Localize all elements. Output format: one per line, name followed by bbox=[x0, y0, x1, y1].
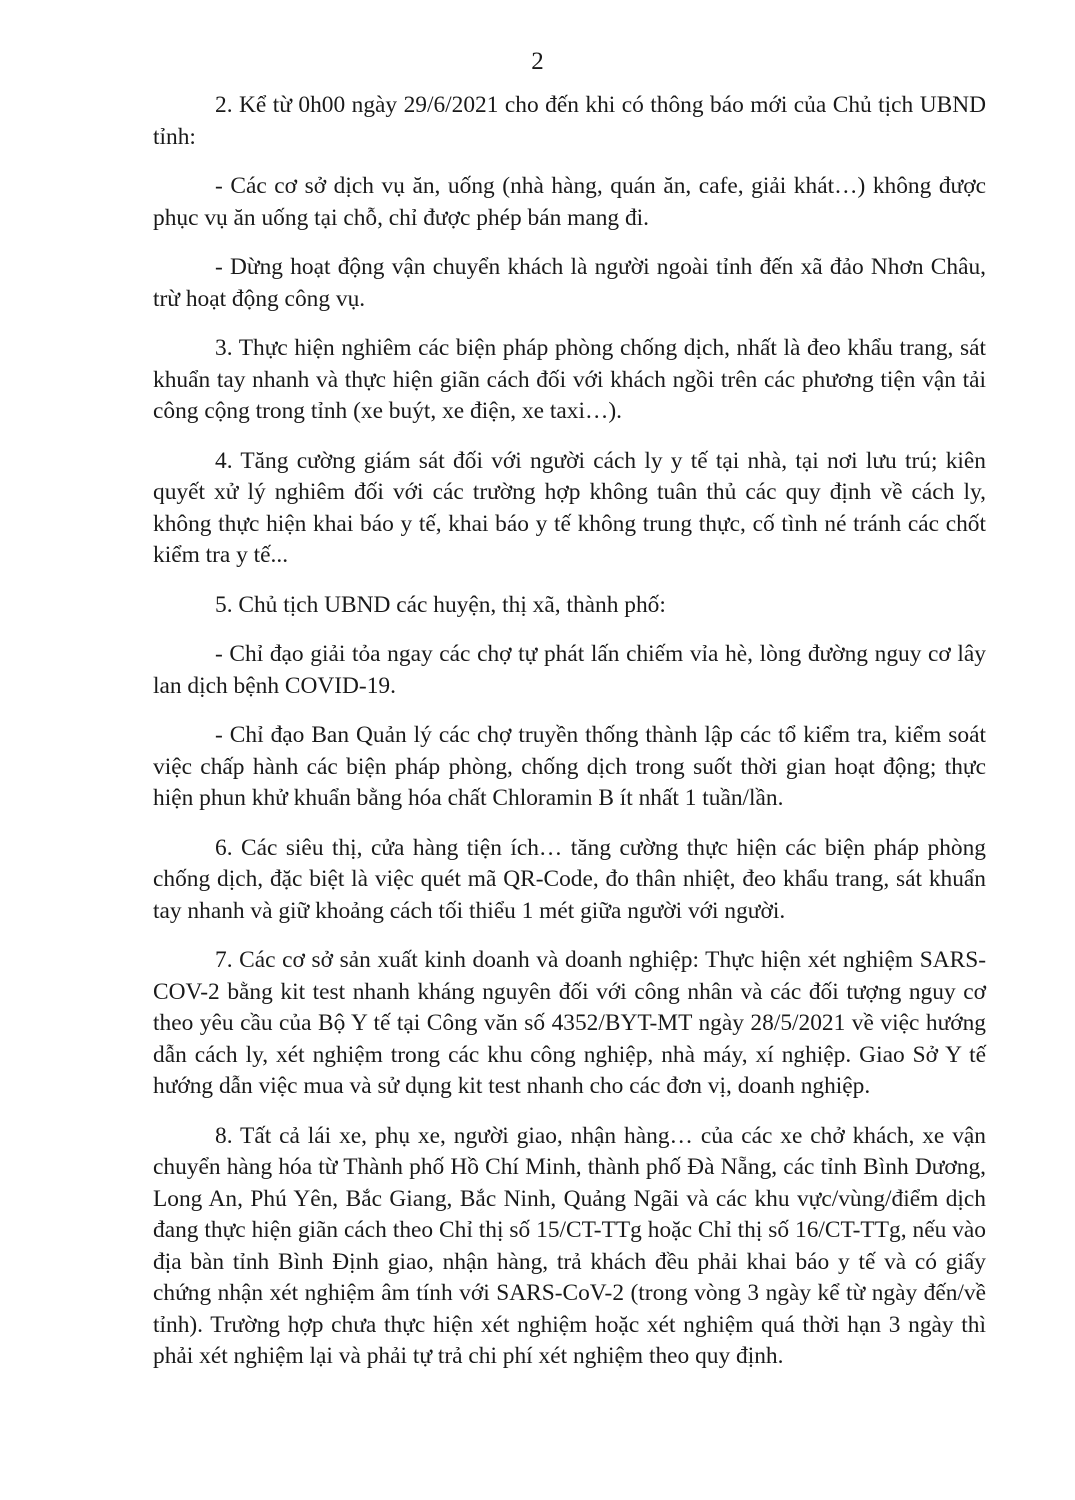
paragraph-item-8: 8. Tất cả lái xe, phụ xe, người giao, nhận hàng… của các xe chở khách, xe vận chuyển hàng hóa từ Thành phố Hồ Chí Minh, thành phố Đà Nẵng, các tỉnh Bình Dương, Long An, Phú Yên, Bắc Giang, Bắc Ninh, Quảng Ngãi và các khu vực/vùng/điểm dịch đang thực hiện giãn cách theo Chỉ thị số 15/CT-TTg hoặc Chỉ thị số 16/CT-TTg, nếu vào địa bàn tỉnh Bình Định giao, nhận hàng, trả khách đều phải khai báo y tế và có giấy chứng nhận xét nghiệm âm tính với SARS-CoV-2 (trong vòng 3 ngày kể từ ngày đến/về tỉnh). Trường hợp chưa thực hiện xét nghiệm hoặc xét nghiệm quá thời hạn 3 ngày thì phải xét nghiệm lại và phải tự trả chi phí xét nghiệm theo quy định. bbox=[153, 1122, 986, 1369]
paragraph-item-4: 4. Tăng cường giám sát đối với người cách ly y tế tại nhà, tại nơi lưu trú; kiên quyết xử lý nghiêm đối với các trường hợp không tuân thủ các quy định về cách ly, không thực hiện khai báo y tế, khai báo y tế không trung thực, cố tình né tránh các chốt kiểm tra y tế... bbox=[153, 447, 986, 568]
paragraph-item-7: 7. Các cơ sở sản xuất kinh doanh và doanh nghiệp: Thực hiện xét nghiệm SARS-COV-2 bằng kit test nhanh kháng nguyên đối với công nhân và các đối tượng nguy cơ theo yêu cầu của Bộ Y tế tại Công văn số 4352/BYT-MT ngày 28/5/2021 về việc hướng dẫn cách ly, xét nghiệm trong các khu công nghiệp, nhà máy, xí nghiệp. Giao Sở Y tế hướng dẫn việc mua và sử dụng kit test nhanh cho các đơn vị, doanh nghiệp. bbox=[153, 947, 986, 1099]
paragraph-item-6: 6. Các siêu thị, cửa hàng tiện ích… tăng cường thực hiện các biện pháp phòng chống dịch, đặc biệt là việc quét mã QR-Code, đo thân nhiệt, đeo khẩu trang, sát khuẩn tay nhanh và giữ khoảng cách tối thiểu 1 mét giữa người với người. bbox=[153, 834, 986, 924]
page-number: 2 bbox=[531, 48, 544, 75]
document-body bbox=[153, 90, 986, 1391]
paragraph-item-2: 2. Kể từ 0h00 ngày 29/6/2021 cho đến khi có thông báo mới của Chủ tịch UBND tỉnh: bbox=[153, 92, 986, 150]
paragraph-food-services: - Các cơ sở dịch vụ ăn, uống (nhà hàng, quán ăn, cafe, giải khát…) không được phục vụ ăn uống tại chỗ, chỉ được phép bán mang đi. bbox=[153, 173, 986, 231]
paragraph-nhon-chau-transport: - Dừng hoạt động vận chuyển khách là người ngoài tỉnh đến xã đảo Nhơn Châu, trừ hoạt động công vụ. bbox=[153, 254, 986, 312]
paragraph-item-3: 3. Thực hiện nghiêm các biện pháp phòng chống dịch, nhất là đeo khẩu trang, sát khuẩn tay nhanh và thực hiện giãn cách đối với khách ngồi trên các phương tiện vận tải công cộng trong tỉnh (xe buýt, xe điện, xe taxi…). bbox=[153, 335, 986, 424]
paragraph-market-inspection: - Chỉ đạo Ban Quản lý các chợ truyền thống thành lập các tổ kiểm tra, kiểm soát việc chấp hành các biện pháp phòng, chống dịch trong suốt thời gian hoạt động; thực hiện phun khử khuẩn bằng hóa chất Chloramin B ít nhất 1 tuần/lần. bbox=[153, 722, 986, 811]
paragraph-markets-cleanup: - Chỉ đạo giải tỏa ngay các chợ tự phát lấn chiếm vỉa hè, lòng đường nguy cơ lây lan dịch bệnh COVID-19. bbox=[153, 641, 986, 699]
paragraph-item-5: 5. Chủ tịch UBND các huyện, thị xã, thành phố: bbox=[215, 591, 666, 618]
